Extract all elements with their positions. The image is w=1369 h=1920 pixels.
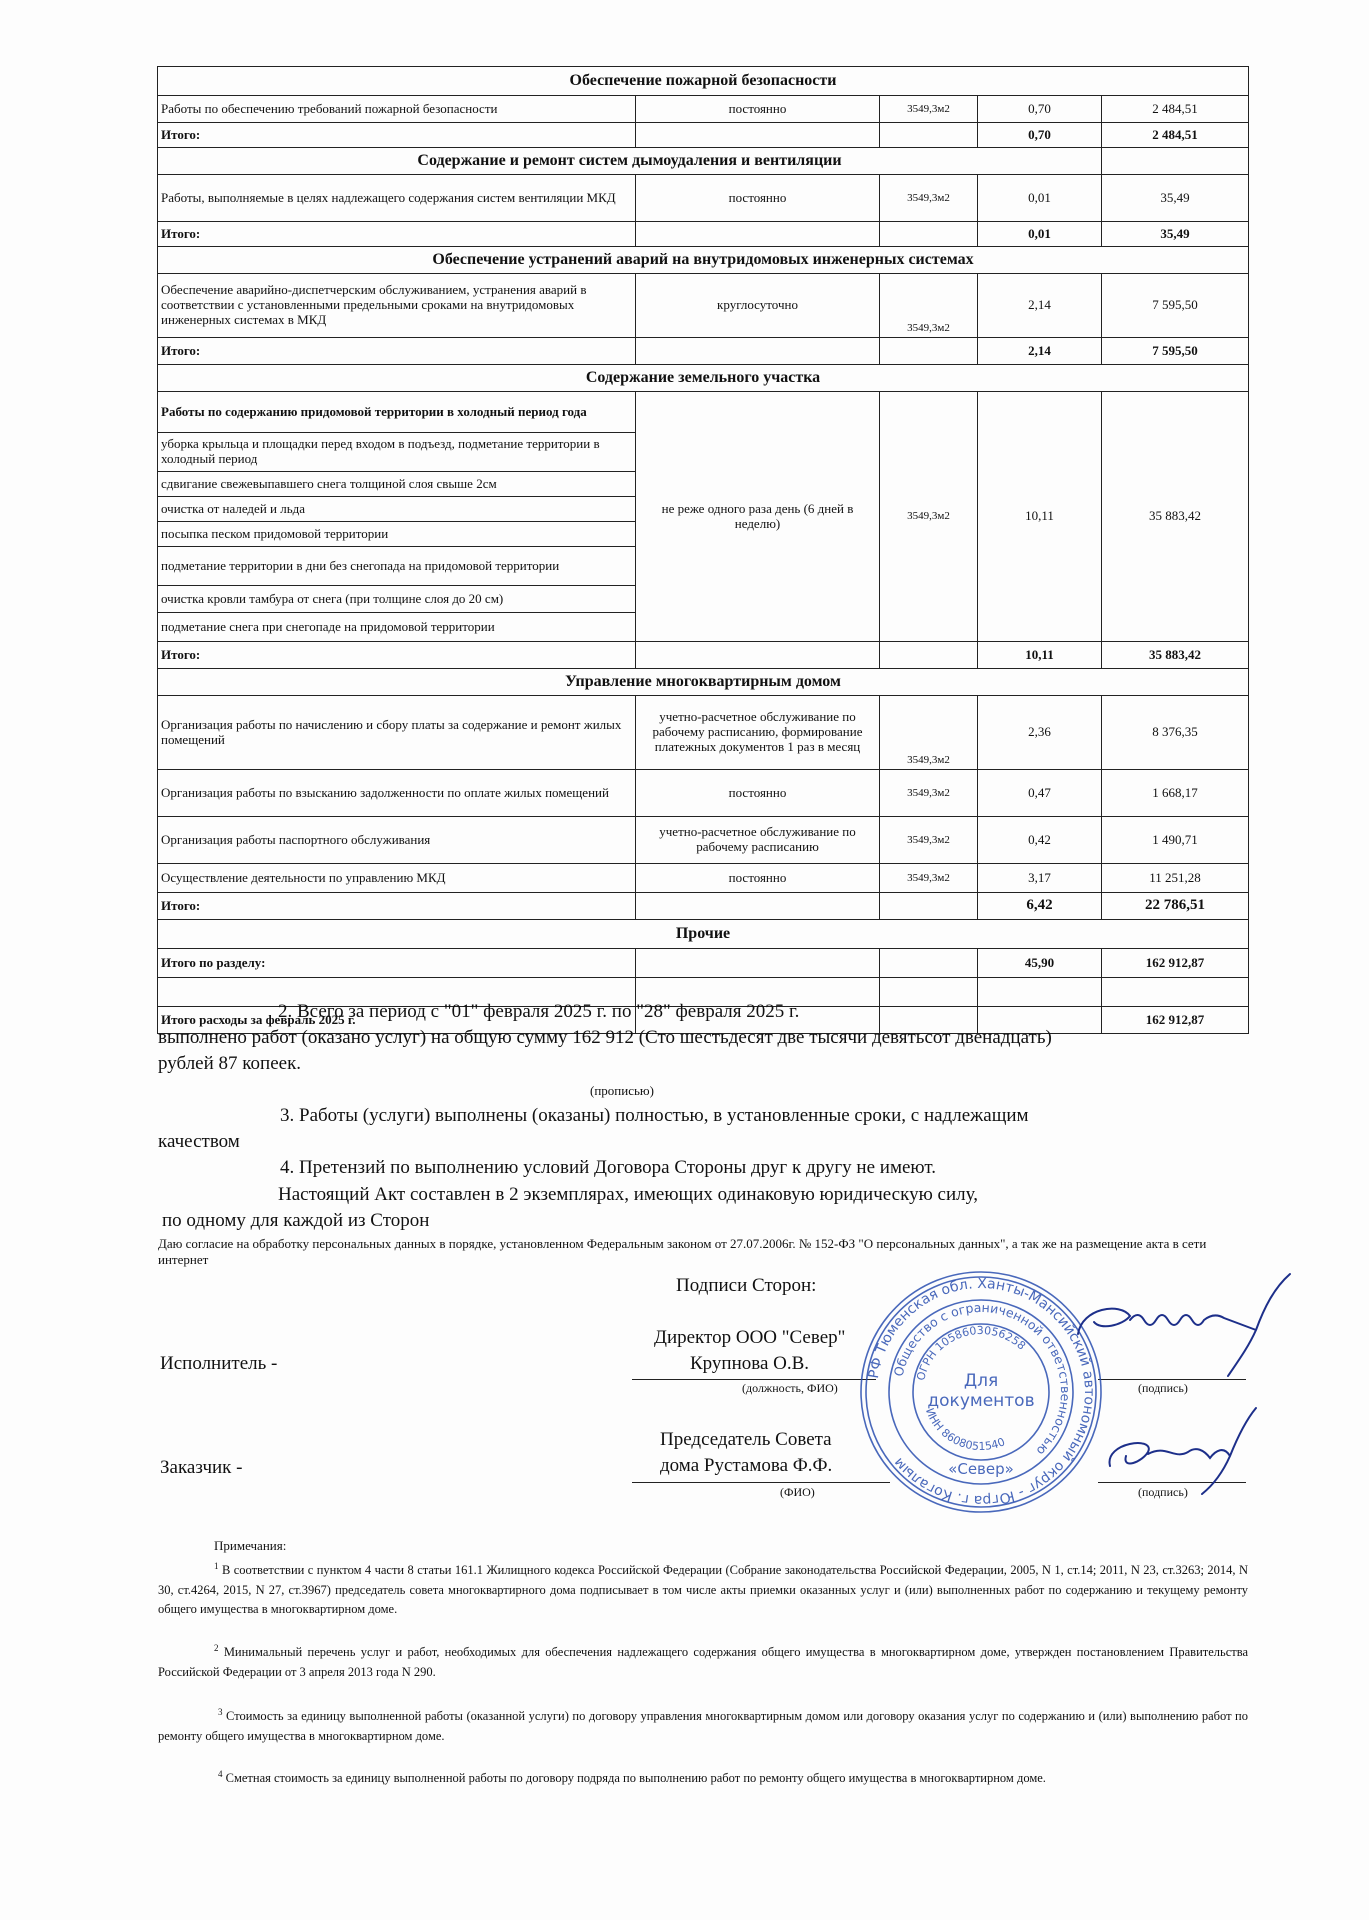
executor-label: Исполнитель - (160, 1353, 278, 1374)
note-2: $^2$ Минимальный перечень услуг и работ, необходимых для обеспечения надлежащего содержания общего имущества в многоквартирном доме, утвержден постановлением Правительства Российской Федерации от 3 апреля 2013 года N 290. (158, 1643, 1248, 1679)
customer-name: дома Рустамова Ф.Ф. (660, 1455, 833, 1476)
customer-label: Заказчик - (160, 1457, 243, 1478)
svg-text:документов: документов (927, 1391, 1035, 1411)
paragraph-5-line1: Настоящий Акт составлен в 2 экземплярах, имеющих одинаковую юридическую силу, (278, 1184, 978, 1205)
svg-text:РФ Тюменская обл. Ханты-Мансий: РФ Тюменская обл. Ханты-Мансийский автономный округ - Югра г. Когалым (865, 1275, 1098, 1509)
list-item: сдвигание свежевыпавшего снега толщиной слоя свыше 2см (158, 472, 636, 497)
table-row: Работы по содержанию придомовой территории в холодный период года не реже одного раза день (6 дней в неделю) 3549,3м2 10,11 35 883,42 (158, 392, 1249, 433)
executor-caption: (должность, ФИО) (742, 1381, 838, 1395)
note-1: $^1$ В соответствии с пунктом 4 части 8 статьи 161.1 Жилищного кодекса Российской Федерации (Собрание законодательства Российской Федерации, 2005, N 1, ст.14; 2011, N 23, ст.3263; 2014, N 30, ст.4264, 2015, N 27, ст.3967) председатель совета многоквартирного дома подписывает в том числе акты приемки оказанных услуг и (или) выполненных работ по содержанию и текущему ремонту общего имущества в многоквартирном доме. (158, 1561, 1249, 1616)
executor-position: Директор ООО "Север" (654, 1327, 846, 1348)
svg-text:Для: Для (963, 1371, 999, 1391)
list-item: подметание снега при снегопаде на придомовой территории (158, 613, 636, 642)
list-item: очистка кровли тамбура от снега (при толщине слоя до 20 см) (158, 586, 636, 613)
table-row: Обеспечение аварийно-диспетчерским обслуживанием, устранения аварий в соответствии с установленными предельными сроками на внутридомовых инженерных системах в МКД круглосуточно 3549,3м2 2,14 7 595,50 (158, 274, 1249, 338)
consent-text: Даю согласие на обработку персональных данных в порядке, установленном Федеральным законом от 27.07.2006г. № 152-ФЗ "О персональных данных", а так же на размещение акта в сети интернет (158, 1236, 1207, 1268)
customer-position: Председатель Совета (660, 1429, 832, 1450)
section-title: Управление многоквартирным домом (158, 669, 1249, 696)
signatures-title: Подписи Сторон: (676, 1275, 817, 1296)
table-row: Осуществление деятельности по управлению МКД постоянно 3549,3м2 3,17 11 251,28 (158, 864, 1249, 893)
total-row: Итого: 0,70 2 484,51 (158, 123, 1249, 148)
svg-text:ИНН 8608051540: ИНН 8608051540 (922, 1406, 1007, 1454)
svg-text:«Север»: «Север» (948, 1460, 1014, 1478)
total-row: Итого: 2,14 7 595,50 (158, 338, 1249, 365)
paragraph-3-line1: 3. Работы (услуги) выполнены (оказаны) полностью, в установленные сроки, с надлежащим (280, 1105, 1029, 1126)
executor-name-line (632, 1379, 876, 1380)
section-total-row: Итого по разделу: 45,90 162 912,87 (158, 949, 1249, 978)
svg-text:ОГРН 1058603056258: ОГРН 1058603056258 (914, 1323, 1029, 1382)
paragraph-4: 4. Претензий по выполнению условий Договора Стороны друг к другу не имеют. (280, 1157, 936, 1178)
table-row: Работы по обеспечению требований пожарной безопасности постоянно 3549,3м2 0,70 2 484,51 (158, 96, 1249, 123)
paragraph-2-line3: рублей 87 копеек. (158, 1053, 302, 1074)
section-title: Содержание земельного участка (158, 365, 1249, 392)
section-title: Прочие (158, 920, 1249, 949)
paragraph-2-line2: выполнено работ (оказано услуг) на общую сумму 162 912 (Сто шестьдесят две тысячи девятьсот двенадцать) (158, 1027, 1052, 1048)
total-row: Итого: 0,01 35,49 (158, 222, 1249, 247)
table-row: Организация работы по взысканию задолженности по оплате жилых помещений постоянно 3549,3м2 0,47 1 668,17 (158, 770, 1249, 817)
executor-signature (1060, 1268, 1300, 1388)
table-row: Работы, выполняемые в целях надлежащего содержания систем вентиляции МКД постоянно 3549,3м2 0,01 35,49 (158, 175, 1249, 222)
section-title: Обеспечение устранений аварий на внутридомовых инженерных системах (158, 247, 1249, 274)
caption-propisyu: (прописью) (590, 1083, 654, 1098)
paragraph-2-line1: 2. Всего за период с "01" февраля 2025 г. по "28" февраля 2025 г. (278, 1001, 800, 1022)
customer-name-line (632, 1482, 890, 1483)
paragraph-3-line2: качеством (158, 1131, 240, 1152)
customer-signature (1096, 1400, 1266, 1500)
executor-name: Крупнова О.В. (690, 1353, 810, 1374)
paragraph-5-line2: по одному для каждой из Сторон (162, 1210, 430, 1231)
list-item: очистка от наледей и льда (158, 497, 636, 522)
note-4: $^4$ Сметная стоимость за единицу выполненной работы по договору подряда по выполнению работ по ремонту общего имущества в многоквартирном доме. (218, 1769, 1046, 1786)
list-item: уборка крыльца и площадки перед входом в подъезд, подметание территории в холодный период (158, 433, 636, 472)
list-item: посыпка песком придомовой территории (158, 522, 636, 547)
notes-title: Примечания: (214, 1538, 287, 1553)
customer-caption: (ФИО) (780, 1485, 815, 1499)
total-row: Итого: 10,11 35 883,42 (158, 642, 1249, 669)
note-3: $^3$ Стоимость за единицу выполненной работы (оказанной услуги) по договору управления многоквартирным домом или договору оказания услуг по содержанию и (или) выполнению работ по ремонту общего имущества в многоквартирном доме. (158, 1707, 1248, 1743)
total-row: Итого: 6,42 22 786,51 (158, 893, 1249, 920)
customer-sign-caption: (подпись) (1138, 1485, 1188, 1499)
works-table (157, 66, 1249, 1034)
table-row: Организация работы по начислению и сбору платы за содержание и ремонт жилых помещений учетно-расчетное обслуживание по рабочему расписанию, формирование платежных документов 1 раз в месяц 3549,3м2 2,36 8 376,35 (158, 696, 1249, 770)
list-item: подметание территории в дни без снегопада на придомовой территории (158, 547, 636, 586)
section-title: Содержание и ремонт систем дымоудаления и вентиляции (158, 148, 1102, 175)
grand-total-row: Итого расходы за февраль 2025 г. 162 912,87 (158, 1007, 1249, 1034)
executor-sign-caption: (подпись) (1138, 1381, 1188, 1395)
section-title: Обеспечение пожарной безопасности (158, 67, 1249, 96)
table-row: Организация работы паспортного обслуживания учетно-расчетное обслуживание по рабочему расписанию 3549,3м2 0,42 1 490,71 (158, 817, 1249, 864)
svg-text:Общество с ограниченной ответс: Общество с ограниченной ответственностью (890, 1299, 1074, 1459)
